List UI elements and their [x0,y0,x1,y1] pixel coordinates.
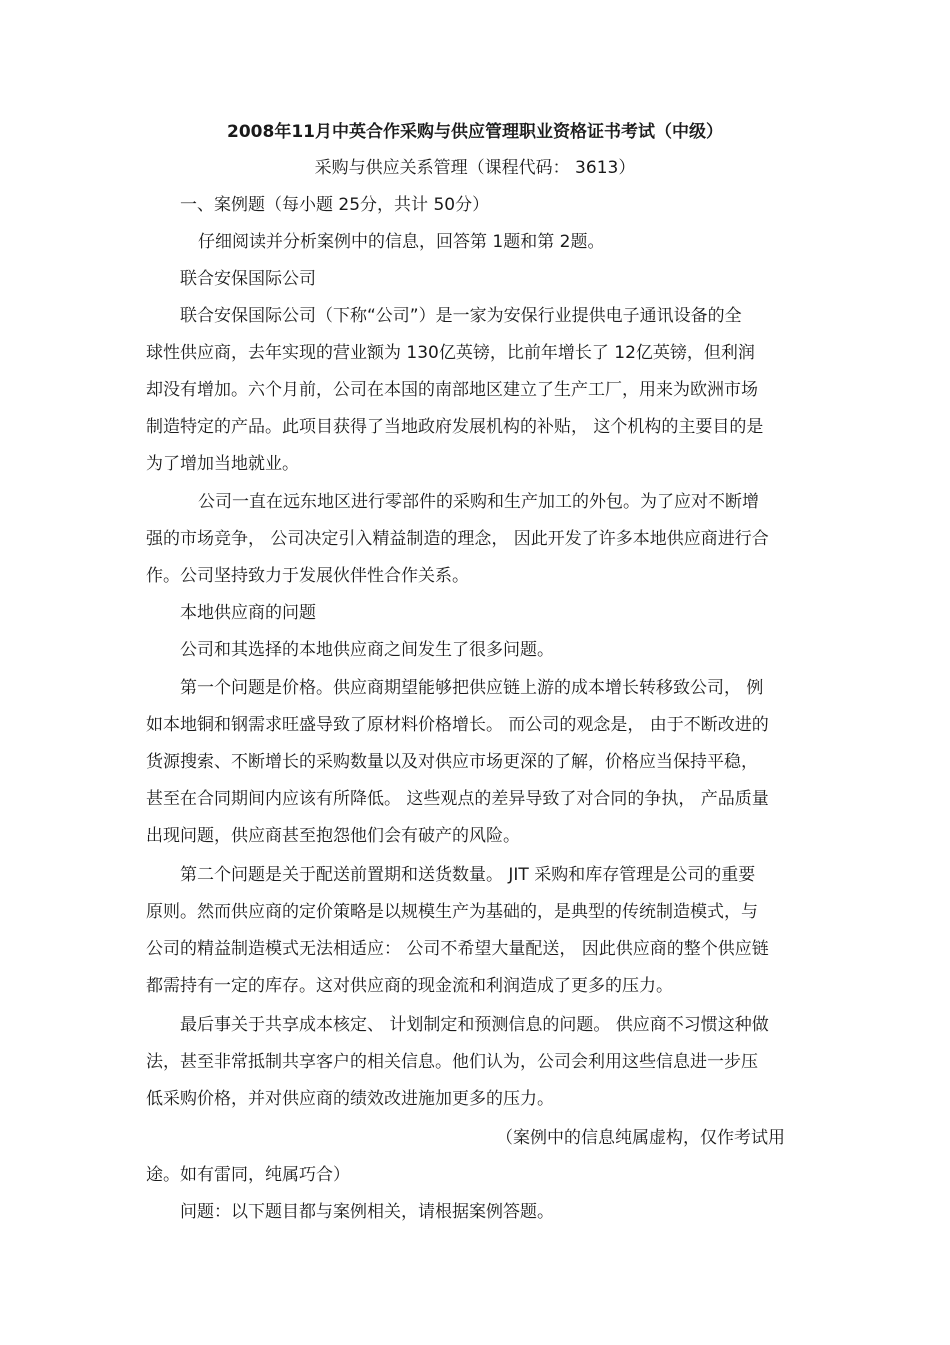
paragraph-line: 作。公司坚持致力于发展伙伴性合作关系。 [146,566,469,586]
paragraph-line: 却没有增加。六个月前，公司在本国的南部地区建立了生产工厂，用来为欧洲市场 [146,380,758,400]
paragraph-line: 制造特定的产品。此项目获得了当地政府发展机构的补贴， 这个机构的主要目的是 [146,417,764,437]
exam-title: 2008年11月中英合作采购与供应管理职业资格证书考试（中级） [227,122,723,142]
paragraph-line: 法，甚至非常抵制共享客户的相关信息。他们认为，公司会利用这些信息进一步压 [146,1052,758,1072]
section-heading: 一、案例题（每小题 25分，共计 50分） [180,195,490,215]
paragraph-line: 最后事关于共享成本核定、 计划制定和预测信息的问题。 供应商不习惯这种做 [180,1015,769,1035]
paragraph-line: 原则。然而供应商的定价策略是以规模生产为基础的，是典型的传统制造模式，与 [146,902,758,922]
question-intro: 问题：以下题目都与案例相关，请根据案例答题。 [180,1202,554,1222]
paragraph-line: 公司一直在远东地区进行零部件的采购和生产加工的外包。为了应对不断增 [198,492,759,512]
case-title: 联合安保国际公司 [180,269,316,289]
instruction-text: 仔细阅读并分析案例中的信息，回答第 1题和第 2题。 [198,232,605,252]
disclaimer-line: （案例中的信息纯属虚构，仅作考试用 [496,1128,785,1148]
disclaimer-line: 途。如有雷同，纯属巧合） [146,1165,350,1185]
course-title: 采购与供应关系管理（课程代码： 3613） [314,158,636,178]
paragraph-line: 球性供应商，去年实现的营业额为 130亿英镑，比前年增长了 12亿英镑，但利润 [146,343,755,363]
paragraph-line: 联合安保国际公司（下称“公司”）是一家为安保行业提供电子通讯设备的全 [180,306,742,326]
paragraph-line: 出现问题，供应商甚至抱怨他们会有破产的风险。 [146,826,520,846]
paragraph-line: 如本地铜和钢需求旺盛导致了原材料价格增长。 而公司的观念是， 由于不断改进的 [146,715,769,735]
paragraph-line: 强的市场竞争， 公司决定引入精益制造的理念， 因此开发了许多本地供应商进行合 [146,529,769,549]
paragraph-line: 公司的精益制造模式无法相适应： 公司不希望大量配送， 因此供应商的整个供应链 [146,939,769,959]
paragraph-line: 甚至在合同期间内应该有所降低。 这些观点的差异导致了对合同的争执， 产品质量 [146,789,769,809]
paragraph-line: 为了增加当地就业。 [146,454,299,474]
paragraph-line: 公司和其选择的本地供应商之间发生了很多问题。 [180,640,554,660]
paragraph-line: 货源搜索、不断增长的采购数量以及对供应市场更深的了解，价格应当保持平稳， [146,752,758,772]
paragraph-line: 第二个问题是关于配送前置期和送货数量。 JIT 采购和库存管理是公司的重要 [180,865,756,885]
paragraph-line: 都需持有一定的库存。这对供应商的现金流和利润造成了更多的压力。 [146,976,673,996]
paragraph-line: 低采购价格，并对供应商的绩效改进施加更多的压力。 [146,1089,554,1109]
subheading: 本地供应商的问题 [180,603,316,623]
paragraph-line: 第一个问题是价格。供应商期望能够把供应链上游的成本增长转移致公司， 例 [180,678,764,698]
